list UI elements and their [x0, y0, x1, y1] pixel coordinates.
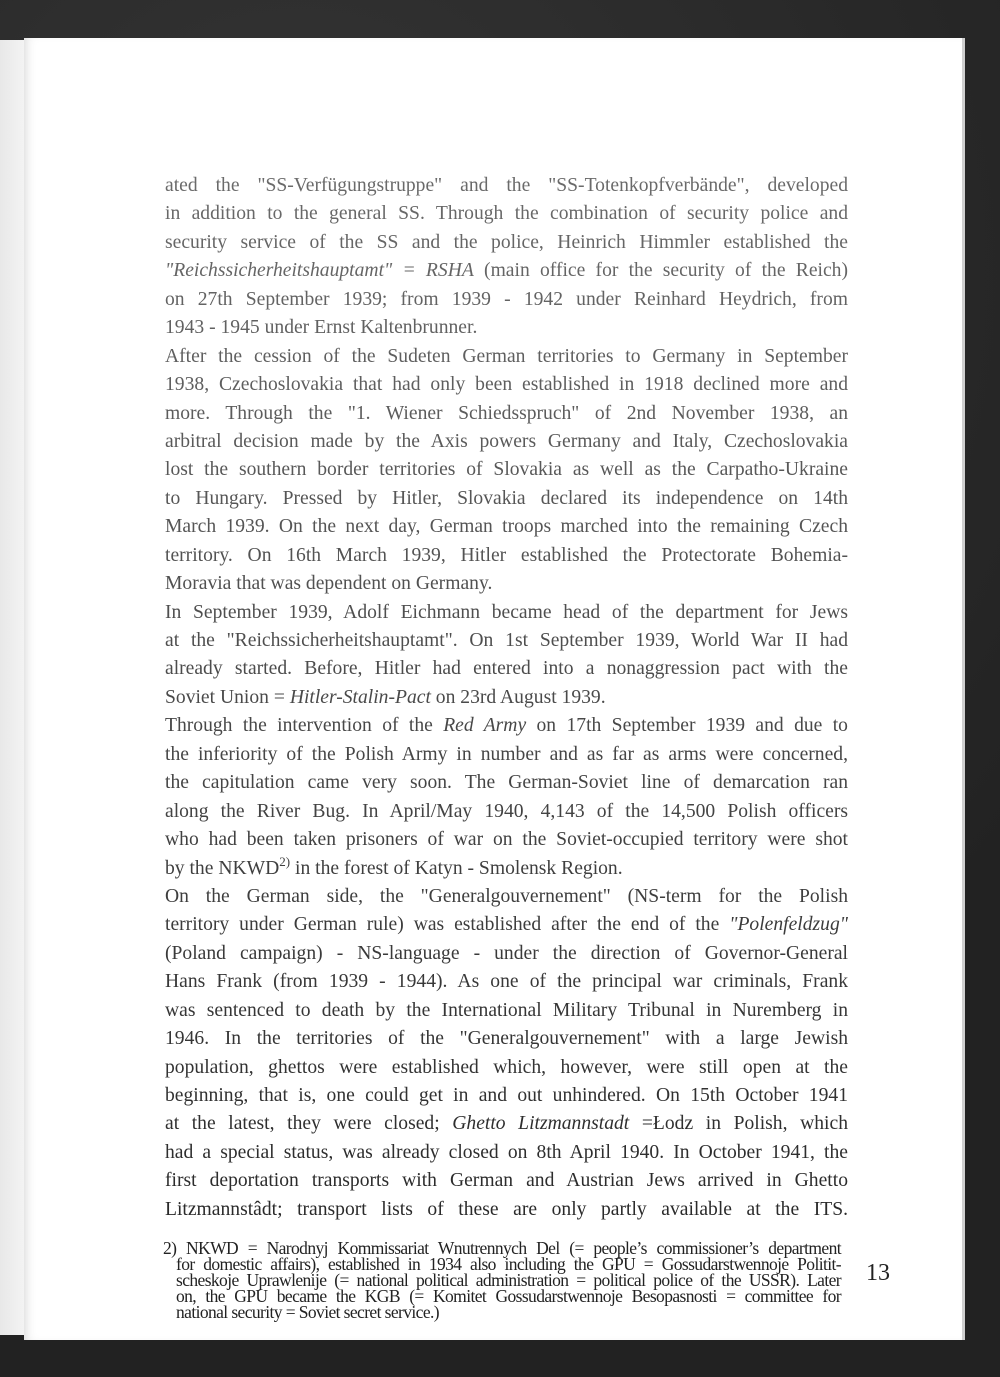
footnote-line: for domestic affairs), established in 1934 also including the GPU = Gossudarstwennoje Politit- [176, 1254, 841, 1274]
text-segment: territory. On 16th March 1939, Hitler established the Protectorate Bohemia- [165, 544, 848, 566]
text-line [165, 684, 848, 712]
text-segment: already started. Before, Hitler had entered into a nonaggression pact with the [165, 658, 848, 680]
footnote-line: national security = Soviet secret service.) [176, 1302, 439, 1322]
text-line [165, 1196, 848, 1224]
text-segment: 1946. In the territories of the "Generalgouvernement" with a large Jewish [165, 1028, 848, 1050]
text-segment: on 23rd August 1939. [430, 686, 606, 708]
text-line [165, 741, 848, 769]
text-line [165, 1167, 848, 1195]
italic-text: "Polenfeldzug" [729, 914, 848, 936]
text-line [165, 911, 848, 939]
text-segment: =Łodz in Polish, which [629, 1113, 848, 1135]
text-segment: population, ghettos were established which, however, were still open at the [165, 1056, 848, 1078]
text-segment: along the River Bug. In April/May 1940, 4,143 of the 14,500 Polish officers [165, 800, 848, 822]
text-line [165, 286, 848, 314]
footnote-line: scheskoje Uprawlenije (= national political administration = political police of the USSR). Later [176, 1270, 841, 1290]
text-line [165, 1110, 848, 1138]
text-line [165, 883, 848, 911]
text-segment: was sentenced to death by the International Military Tribunal in Nuremberg in [165, 999, 848, 1021]
text-line [165, 1025, 848, 1053]
italic-text: Ghetto Litzmannstadt [452, 1113, 630, 1135]
text-line [165, 798, 848, 826]
text-segment: (main office for the security of the Reich) [473, 260, 848, 282]
text-line [165, 542, 848, 570]
text-segment: 1938, Czechoslovakia that had only been established in 1918 declined more and [165, 374, 848, 396]
text-line [165, 343, 848, 371]
text-segment: Hans Frank (from 1939 - 1944). As one of the principal war criminals, Frank [165, 971, 848, 993]
text-segment: Soviet Union = [165, 686, 290, 708]
text-line [165, 940, 848, 968]
text-segment: 1943 - 1945 under Ernst Kaltenbrunner. [165, 317, 478, 339]
text-line [165, 371, 848, 399]
text-segment: Moravia that was dependent on Germany. [165, 573, 493, 595]
text-line [165, 627, 848, 655]
text-segment: on 17th September 1939 and due to [526, 715, 848, 737]
text-segment: the capitulation came very soon. The German-Soviet line of demarcation ran [165, 772, 848, 794]
text-segment: (Poland campaign) - NS-language - under the direction of Governor-General [165, 942, 848, 964]
text-segment: on 27th September 1939; from 1939 - 1942 under Reinhard Heydrich, from [165, 288, 848, 310]
page-number: 13 [866, 1260, 890, 1286]
text-line [165, 1082, 848, 1110]
text-line [165, 314, 848, 342]
text-segment: March 1939. On the next day, German troops marched into the remaining Czech [165, 516, 848, 538]
italic-text: Hitler-Stalin-Pact [289, 686, 431, 708]
text-line [165, 400, 848, 428]
text-segment: In September 1939, Adolf Eichmann became head of the department for Jews [165, 601, 848, 623]
text-line [165, 769, 848, 797]
text-line [165, 968, 848, 996]
text-segment: to Hungary. Pressed by Hitler, Slovakia declared its independence on 14th [165, 487, 848, 509]
text-segment: beginning, that is, one could get in and out unhindered. On 15th October 1941 [165, 1085, 848, 1106]
text-line [165, 997, 848, 1025]
text-segment: more. Through the "1. Wiener Schiedsspruch" of 2nd November 1938, an [165, 402, 848, 424]
text-segment: Through the intervention of the [165, 715, 444, 737]
text-segment: the inferiority of the Polish Army in number and as far as arms were concerned, [165, 743, 848, 765]
italic-text: Red Army [443, 715, 527, 737]
body-text [165, 172, 848, 1224]
text-line [165, 712, 848, 740]
text-line [165, 172, 848, 200]
text-line [165, 570, 848, 598]
text-line [165, 200, 848, 228]
text-segment: who had been taken prisoners of war on the Soviet-occupied territory were shot [165, 829, 848, 851]
text-segment: at the "Reichssicherheitshauptamt". On 1st September 1939, World War II had [165, 630, 848, 651]
text-segment: arbitral decision made by the Axis powers Germany and Italy, Czechoslovakia [165, 430, 848, 452]
text-segment: Litzmannstâdt; transport lists of these are only partly available at the ITS. [165, 1198, 848, 1220]
text-segment: On the German side, the "Generalgouvernement" (NS-term for the Polish [165, 885, 848, 907]
footnote-line: on, the GPU became the KGB (= Komitet Gossudarstwennoje Besopasnosti = committee for [176, 1286, 841, 1306]
italic-text: "Reichssicherheitshauptamt" = RSHA [165, 260, 474, 282]
text-line [165, 485, 848, 513]
text-line [165, 599, 848, 627]
text-segment: in addition to the general SS. Through the combination of security police and [165, 203, 848, 225]
text-line [165, 655, 848, 683]
text-segment: territory under German rule) was established after the end of the [165, 914, 730, 936]
text-line [165, 456, 848, 484]
footnote-ref: 2) [279, 853, 291, 869]
text-line [165, 1139, 848, 1167]
text-segment: in the forest of Katyn - Smolensk Region. [290, 857, 623, 879]
text-segment: at the latest, they were closed; [165, 1113, 453, 1135]
text-line [165, 257, 848, 285]
text-segment: had a special status, was already closed on 8th April 1940. In October 1941, the [165, 1141, 848, 1163]
text-segment: first deportation transports with German and Austrian Jews arrived in Ghetto [165, 1170, 848, 1192]
text-segment: by the NKWD [165, 857, 280, 879]
text-line [165, 229, 848, 257]
text-line [165, 826, 848, 854]
text-line [165, 855, 848, 883]
text-segment: security service of the SS and the police, Heinrich Himmler established the [165, 231, 848, 253]
text-segment: lost the southern border territories of Slovakia as well as the Carpatho-Ukraine [165, 459, 848, 481]
footnote [163, 1240, 841, 1320]
text-line [165, 1054, 848, 1082]
footnote-line: 2) NKWD = Narodnyj Kommissariat Wnutrennych Del (= people’s commissioner’s department [163, 1238, 841, 1258]
text-segment: ated the "SS-Verfügungstruppe" and the "SS-Totenkopfverbände", developed [165, 175, 848, 196]
text-line [165, 513, 848, 541]
text-segment: After the cession of the Sudeten German territories to Germany in September [165, 345, 848, 367]
text-line [165, 428, 848, 456]
